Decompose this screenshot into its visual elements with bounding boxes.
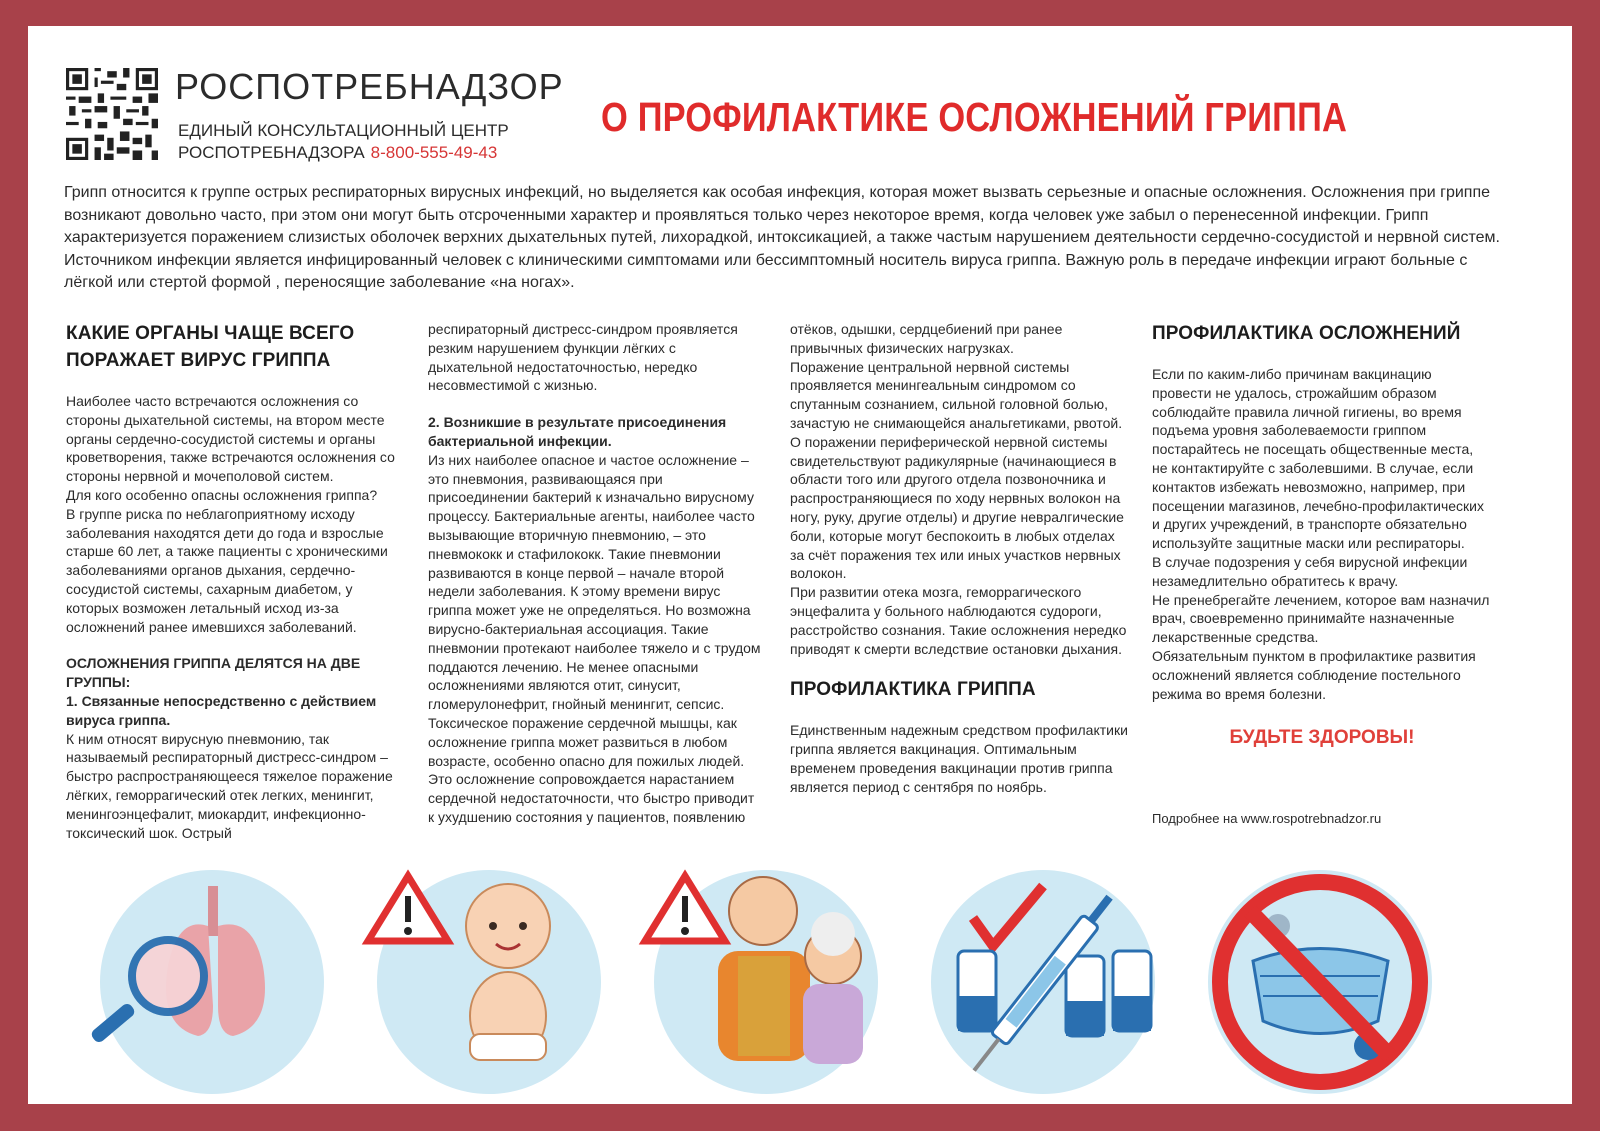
- poster: [28, 26, 1572, 1104]
- groups-heading: ОСЛОЖНЕНИЯ ГРИППА ДЕЛЯТСЯ НА ДВЕ ГРУППЫ:: [66, 655, 361, 691]
- organs-heading: КАКИЕ ОРГАНЫ ЧАЩЕ ВСЕГО ПОРАЖАЕТ ВИРУС ГРИППА: [66, 323, 355, 371]
- column-complication-prevention: [1152, 320, 1492, 829]
- vaccination-paragraph: Единственным надежным средством профилактики гриппа является вакцинация. Оптимальным временем проведения вакцинации против гриппа является период с сентября по ноябрь.: [790, 722, 1128, 795]
- no-virus-mask-icon: [1220, 882, 1420, 1082]
- pns-paragraph: О поражении периферической нервной системы свидетельствуют радикулярные (начинающиеся в области того или другого отдела позвоночника и распространяющиеся по ходу нервных волокон на ногу, руку, другие отделы) и другие невралгические боли, которые могут беспокоить в любых отделах за счёт поражения тех или иных участков нервных волокон.: [790, 433, 1124, 582]
- consult-center: [178, 120, 509, 164]
- risk-paragraph: В группе риска по неблагоприятному исходу заболевания находятся дети до года и взрослые старше 60 лет, а также пациенты с хроническими заболеваниями органов дыхания, сердечно-сосудистой системы, сахарным диабетом, у которых возможен летальный исход из-за осложнений ранее имевшихся заболеваний.: [66, 505, 388, 635]
- bedrest-paragraph: Обязательным пунктом в профилактике развития осложнений является соблюдение постельного режима во время болезни.: [1152, 647, 1476, 702]
- consult-center-line1: ЕДИНЫЙ КОНСУЛЬТАЦИОННЫЙ ЦЕНТР: [178, 121, 509, 140]
- lungs-magnifier-icon: [89, 886, 265, 1044]
- group2-paragraph: Из них наиболее опасное и частое осложнение – это пневмония, развивающаяся при присоединении бактерий к изначально вирусному процессу. Бактериальные агенты, наиболее часто вызывающие вторичную пневмонию, – это пневмококк и стафилококк. Такие пневмонии развиваются в конце первой – начале второй недели заболевания. К этому времени вирус гриппа может уже не определяться. Но возможна вирусно-бактериальная ассоциация. Такие пневмонии протекают наиболее тяжело и с трудом поддаются лечению. Не менее опасными осложнениями являются отит, синусит, гломерулонефрит, гнойный менингит, сепсис. Токсическое поражение сердечной мышцы, как осложнение гриппа может развиться в любом возрасте, особенно опасно для пожилых людей. Это осложнение сопровождается нарастанием сердечной недостаточности, что быстро приводит к ухудшению состояния у пациентов, появлению: [428, 451, 761, 825]
- complication-prevention-heading: ПРОФИЛАКТИКА ОСЛОЖНЕНИЙ: [1152, 323, 1461, 344]
- column-organs: [66, 320, 401, 842]
- consult-center-line2: РОСПОТРЕБНАДЗОРА: [178, 143, 365, 162]
- hotline-phone[interactable]: 8-800-555-49-43: [370, 143, 498, 162]
- qr-code-icon: [66, 68, 158, 160]
- edema-paragraph: отёков, одышки, сердцебиений при ранее привычных физических нагрузках.: [790, 321, 1063, 356]
- ards-paragraph: респираторный дистресс-синдром проявляется резким нарушением функции лёгких с дыхательной недостаточностью, нередко несовместимой с жизнью.: [428, 321, 738, 394]
- warning-baby-icon: [368, 876, 550, 1060]
- column-bacterial: [428, 320, 763, 827]
- hygiene-paragraph: Если по каким-либо причинам вакцинацию провести не удалось, строжайшим образом соблюдайте правила личной гигиены, во время подъема уровня заболеваемости гриппом постарайтесь не посещать общественные места, не контактируйте с заболевшими. В случае, если контактов избежать невозможно, например, при посещении магазинов, лечебно-профилактических и других учреждений, в транспорте обязательно используйте защитные маски или респираторы.: [1152, 366, 1484, 552]
- brand-name: РОСПОТРЕБНАДЗОР: [175, 66, 564, 107]
- vaccine-syringe-icon: [958, 886, 1151, 1077]
- brain-edema-paragraph: При развитии отека мозга, геморрагического энцефалита у больного наблюдаются судороги, расстройство сознания. Такие осложнения нередко приводят к смерти вследствие остановки дыхания.: [790, 584, 1127, 657]
- be-healthy-slogan: БУДЬТЕ ЗДОРОВЫ!: [1229, 727, 1415, 749]
- doctor-paragraph: В случае подозрения у себя вирусной инфекции незамедлительно обратитесь к врачу.: [1152, 553, 1468, 589]
- group1-paragraph: К ним относят вирусную пневмонию, так называемый респираторный дистресс-синдром – быстро распространяющееся тяжелое поражение лёгких, геморрагический отек легких, менингит, менингоэнцефалит, миокардит, инфекционно-токсический шок. Острый: [66, 730, 393, 841]
- risk-question: Для кого особенно опасны осложнения гриппа?: [66, 486, 378, 503]
- treatment-paragraph: Не пренебрегайте лечением, которое вам назначил врач, своевременно принимайте назначенные лекарственные средства.: [1152, 591, 1490, 646]
- group1-heading: 1. Связанные непосредственно с действием вируса гриппа.: [66, 692, 377, 728]
- intro-paragraph: Грипп относится к группе острых респираторных вирусных инфекций, но выделяется как особая инфекция, которая может вызвать серьезные и опасные осложнения. Осложнения при гриппе возникают довольно часто, при этом они могут быть отсроченными характер и проявляться только через некоторое время, когда человек уже забыл о перенесенной инфекции. Грипп характеризуется поражением слизистых оболочек верхних дыхательных путей, лихорадкой, интоксикацией, а также частым нарушением деятельности сердечно-сосудистой и нервной систем. Источником инфекции является инфицированный человек с клиническими симптомами или бессимптомный носитель вируса гриппа. Важную роль в передаче инфекции играют больные с лёгкой или стертой формой , переносящие заболевание «на ногах».: [64, 184, 1500, 291]
- organs-paragraph: Наиболее часто встречаются осложнения со стороны дыхательной системы, на втором месте органы сердечно-сосудистой системы и органы кроветворения, также встречаются осложнения со стороны нервной и мочеполовой систем.: [66, 393, 395, 485]
- group2-heading: 2. Возникшие в результате присоединения бактериальной инфекции.: [428, 414, 727, 449]
- illustrations-svg: [28, 856, 1572, 1096]
- flu-prevention-heading: ПРОФИЛАКТИКА ГРИППА: [790, 679, 1036, 701]
- more-info-link[interactable]: Подробнее на www.rospotrebnadzor.ru: [1152, 811, 1382, 827]
- cns-paragraph: Поражение центральной нервной системы проявляется менингеальным синдромом со спутанным сознанием, сильной головной болью, зачастую не снимающейся анальгетиками, рвотой.: [790, 358, 1123, 431]
- illustrations-row: [28, 856, 1572, 1096]
- page-title: О ПРОФИЛАКТИКЕ ОСЛОЖНЕНИЙ ГРИППА: [601, 94, 1348, 140]
- warning-elderly-icon: [645, 876, 863, 1064]
- column-nervous: [790, 320, 1128, 797]
